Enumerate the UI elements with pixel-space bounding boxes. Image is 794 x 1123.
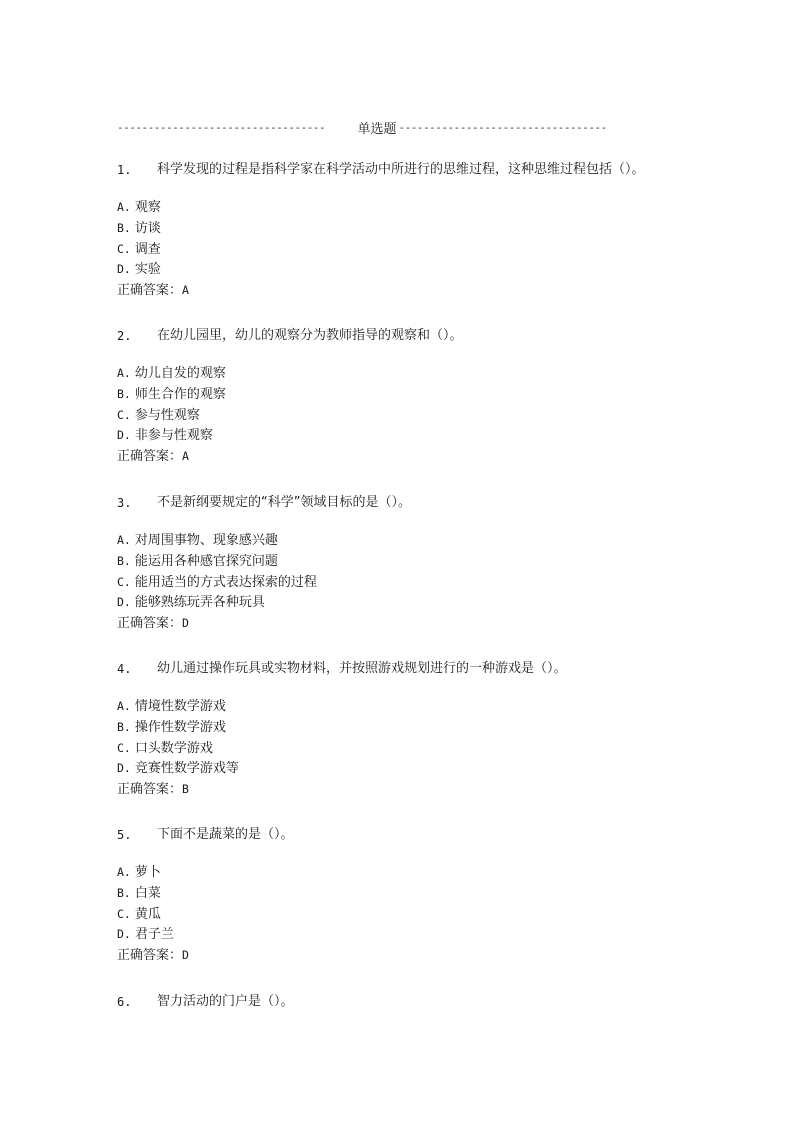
question-stem: 幼儿通过操作玩具或实物材料，并按照游戏规划进行的一种游戏是（）。: [157, 661, 567, 676]
option-d: D. 能够熟练玩弄各种玩具: [117, 595, 265, 611]
question-stem: 科学发现的过程是指科学家在科学活动中所进行的思维过程，这种思维过程包括（）。: [157, 162, 645, 177]
section-header: [117, 118, 637, 137]
option-d: D. 实验: [117, 262, 161, 278]
option-b: B. 操作性数学游戏: [117, 719, 226, 735]
option-c: C. 黄瓜: [117, 906, 161, 922]
correct-answer: 正确答案：B: [117, 782, 189, 798]
option-b: B. 师生合作的观察: [117, 386, 226, 402]
option-a: A. 幼儿自发的观察: [117, 366, 226, 381]
question-number: 3.: [117, 496, 132, 510]
correct-answer: 正确答案：A: [117, 449, 189, 465]
question-stem: 在幼儿园里，幼儿的观察分为教师指导的观察和（）。: [157, 328, 463, 343]
option-d: D. 君子兰: [117, 927, 174, 943]
question-4: [117, 659, 677, 800]
option-b: B. 访谈: [117, 220, 161, 236]
option-a: A. 情境性数学游戏: [117, 699, 226, 714]
correct-answer: 正确答案：A: [117, 283, 189, 299]
question-2: [117, 326, 677, 467]
option-a: A. 对周围事物、现象感兴趣: [117, 533, 278, 548]
left-divider: ----------------------------------: [117, 121, 326, 134]
question-stem: 不是新纲要规定的“科学”领域目标的是（）。: [157, 495, 411, 510]
option-d: D. 竞赛性数学游戏等: [117, 761, 239, 777]
question-number: 4.: [117, 662, 132, 676]
question-number: 6.: [117, 995, 132, 1009]
option-b: B. 能运用各种感官探究问题: [117, 553, 278, 569]
question-number: 1.: [117, 163, 132, 177]
question-stem: 智力活动的门户是（）。: [157, 994, 294, 1009]
option-a: A. 萝卜: [117, 865, 161, 880]
correct-answer: 正确答案：D: [117, 616, 189, 632]
option-c: C. 参与性观察: [117, 407, 200, 423]
section-title: 单选题: [357, 122, 397, 137]
question-number: 2.: [117, 329, 132, 343]
option-c: C. 口头数学游戏: [117, 740, 213, 756]
question-stem: 下面不是蔬菜的是（）。: [157, 827, 294, 842]
option-a: A. 观察: [117, 200, 161, 215]
option-d: D. 非参与性观察: [117, 428, 213, 444]
question-5: [117, 825, 677, 966]
option-c: C. 能用适当的方式表达探索的过程: [117, 574, 317, 590]
option-b: B. 白菜: [117, 885, 161, 901]
right-divider: ----------------------------------: [398, 121, 607, 134]
question-6: [117, 992, 677, 1012]
question-number: 5.: [117, 828, 132, 842]
correct-answer: 正确答案：D: [117, 948, 189, 964]
question-1: [117, 160, 677, 301]
option-c: C. 调查: [117, 241, 161, 257]
question-3: [117, 493, 677, 634]
